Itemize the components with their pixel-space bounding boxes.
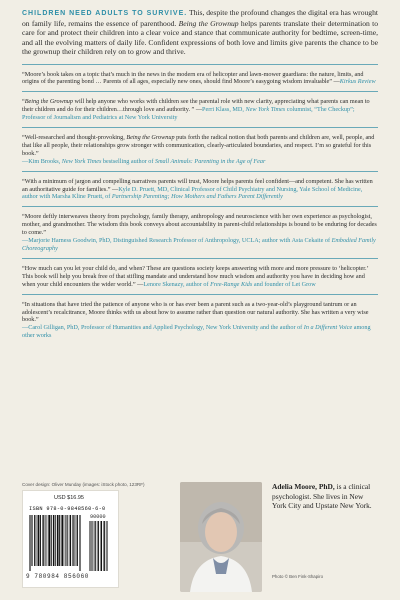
blurb-attribution: —Carol Gilligan, PhD, Professor of Humanities and Applied Psychology, New York University and the author of — [22, 324, 304, 332]
cover-footer — [22, 482, 378, 594]
lead-text-1: This, despite the profound changes the digital era has wrought on family life, remains the essence of parenthood. — [22, 8, 378, 28]
blurb-text: “With a minimum of jargon and compelling narratives parents will trust, Moore helps parents feel confident—and competent. She has written an authoritative guide for families.” — — [22, 177, 373, 193]
photo-credit: Photo © Ben Fink-Shapiro — [272, 574, 324, 579]
blurb-attribution: —Marjorie Harness Goodwin, PhD, Distinguished Research Professor of Anthropology, UCLA; author with Asta Cekaite of — [22, 237, 332, 245]
divider — [22, 64, 378, 65]
blurb-text: Being the Grownup — [24, 98, 73, 106]
blurb-attribution: —Kim Brooks, — [22, 157, 62, 165]
blurb-text: puts forth the radical notion that both parents and children are, well, people, and that like all people, their relationships grow stronger with communication, clearly-articulated boundaries, and respect. I’m so grateful for this book.” — [22, 134, 375, 157]
back-cover-text — [22, 8, 378, 340]
author-bio-text: is a clinical psychologist. She lives in New York City and Upstate New York. — [272, 482, 372, 511]
blurb-attribution: and founder of Let Grow — [252, 280, 316, 288]
divider — [22, 91, 378, 92]
blurb-attribution: Embodied Family Choreography — [22, 237, 376, 252]
addon-barcode — [89, 521, 113, 571]
blurb-attribution: columnist, “The Checkup”; Professor of Journalism and Pediatrics at New York University — [22, 106, 355, 122]
price: USD $16.95 — [54, 495, 84, 501]
blurb-text: will help anyone who works with children see the parental role with new clarity, appreciating what parents can mean to their children and do for their children…through love and authority. ” — — [22, 98, 370, 114]
blurb-text: “Moore’s book takes on a topic that’s much in the news in the modern era of helicopter and lawn-mower guardians: the nature, limits, and origins of the parenting bond … Parents of all ages, especially new ones, should find Moore’s easygoing wisdom invaluable” — — [22, 70, 364, 86]
blurb — [22, 213, 378, 253]
ean-barcode — [29, 515, 87, 571]
blurb-attribution: among other works — [22, 324, 371, 340]
blurb-attribution: Small Animals: Parenting in the Age of Fear — [155, 157, 266, 165]
blurbs — [22, 64, 378, 341]
lead-caps: CHILDREN NEED ADULTS TO SURVIVE. — [22, 10, 188, 17]
author-name: Adelia Moore, PhD, — [272, 482, 335, 491]
blurb-text: “In situations that have tried the patience of anyone who is or has ever been a parent such as a two-year-old’s playground tantrum or an adolescent’s recalcitrance, Moore thinks with us about how to assume rather than question our natural authority. She has written a very wise book.” — [22, 300, 369, 324]
author-bio — [272, 482, 378, 511]
blurb-attribution: New York Times — [245, 106, 286, 114]
divider — [22, 171, 378, 172]
blurb-attribution: Perri Klass, MD, — [202, 106, 246, 114]
ean-digits: 9 780984 856060 — [26, 573, 90, 580]
blurb-text: “Moore deftly interweaves theory from psychology, family therapy, anthropology and neuroscience with her own experience as psychologist, mother, and grandmother. The wisdom this book conveys about accountability in parent-child relationships is bound to be enduring for decades to come.” — [22, 213, 377, 237]
blurb-attribution: Lenore Skenazy, author of — [143, 280, 211, 288]
blurb-attribution: Partnership Parenting; How Mothers and Fathers Parent Differently — [111, 193, 283, 201]
lead-paragraph — [22, 8, 378, 57]
divider — [22, 294, 378, 295]
blurb — [22, 301, 378, 341]
blurb — [22, 134, 378, 166]
lead-text-2: helps parents translate their determination to care for and protect their children into a clear voice and stance that communicate authority for bedtime, screen-time, and all the evolving matters of daily life. Confident expressions of both love and limits give parents the chance to be the grownup their children rely on to grow and thrive. — [22, 18, 379, 56]
blurb — [22, 98, 378, 122]
author-photo — [180, 482, 262, 592]
blurb-attribution: New York Times — [61, 157, 102, 165]
blurb-attribution: bestselling author of — [101, 157, 155, 165]
blurb — [22, 265, 378, 289]
blurb-text: Being the Grownup — [126, 134, 175, 142]
blurb — [22, 178, 378, 202]
blurb-attribution: Kyle D. Pruett, MD, Clinical Professor of Child Psychiatry and Nursing, Yale School of Medicine, author with Marsha Kline Pruett, of — [22, 185, 363, 201]
blurb-attribution: In a Different Voice — [303, 324, 353, 332]
blurb-attribution: Kirkus Review — [339, 78, 376, 86]
cover-credit: Cover design: Oliver Munday (images: iStock photo, 123RF) — [22, 482, 145, 487]
divider — [22, 258, 378, 259]
blurb-text: “ — [22, 98, 25, 106]
addon-number: 90000 — [90, 514, 106, 520]
divider — [22, 206, 378, 207]
blurb-text: “How much can you let your child do, and when? These are questions society keeps answering with more and more pressure to ‘helicopter.’ This book will help you break free of that stifling mandate and understand how much wisdom and authority you have in deciding how and when your child encounters the wider world.” — — [22, 264, 369, 288]
blurb-text: “Well-researched and thought-provoking, — [22, 134, 127, 142]
barcode-box — [22, 490, 119, 588]
lead-book-title: Being the Grownup — [178, 18, 239, 28]
isbn: ISBN 978-0-9848560-6-0 — [29, 506, 106, 512]
blurb-attribution: Free-Range Kids — [210, 280, 253, 288]
blurb — [22, 71, 378, 87]
author-portrait-icon — [180, 482, 262, 592]
divider — [22, 127, 378, 128]
